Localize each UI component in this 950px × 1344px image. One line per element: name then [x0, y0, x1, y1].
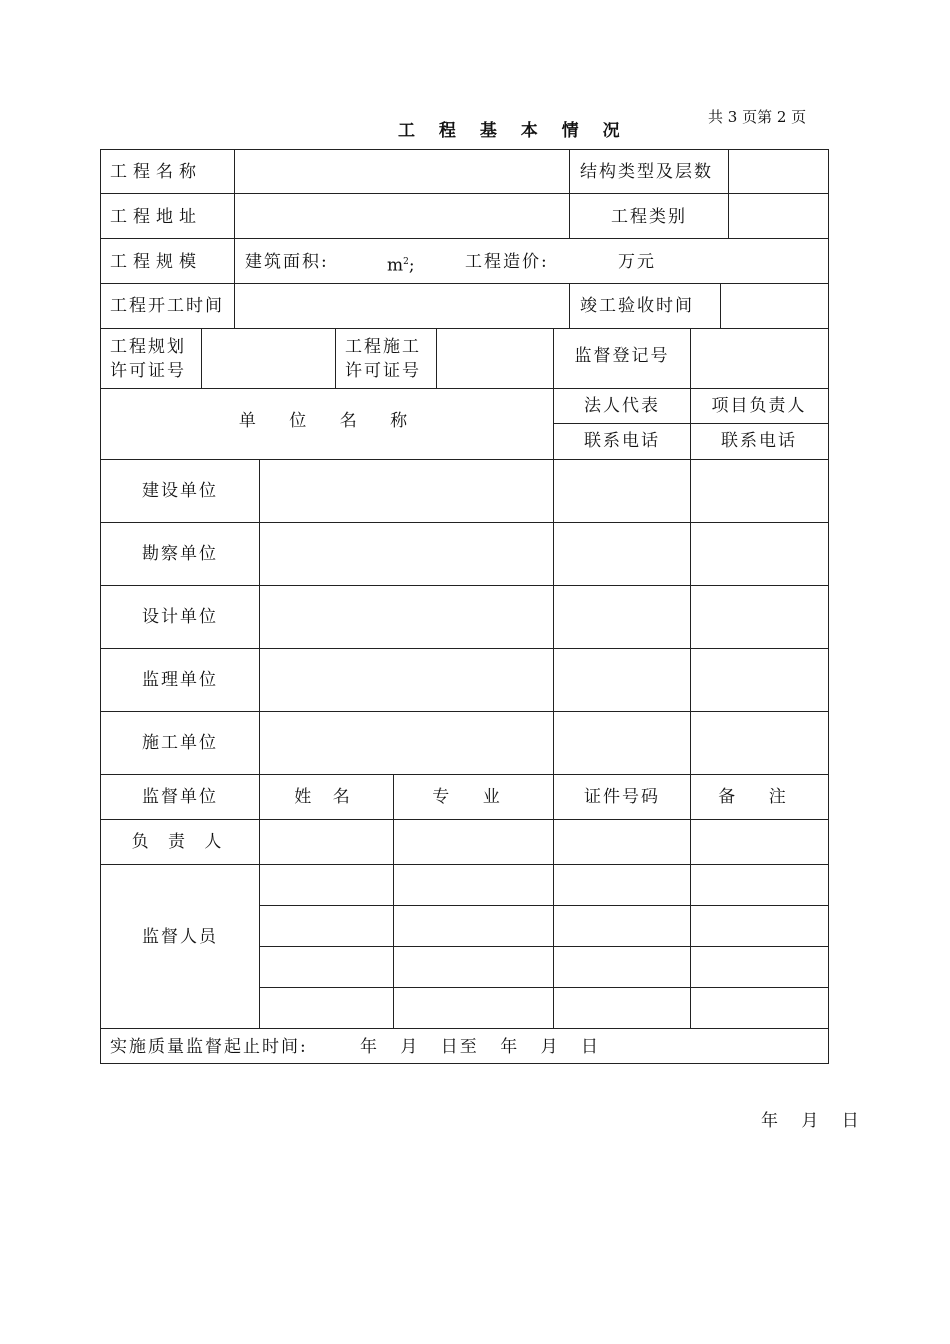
col-divider	[553, 774, 554, 1028]
col-divider	[234, 149, 235, 238]
supervisors-label: 监督人员	[142, 927, 218, 947]
table-border-right	[828, 149, 829, 1064]
construction-permit-label-line1: 工程施工	[345, 337, 421, 357]
col-divider	[690, 774, 691, 1028]
col-divider	[553, 328, 554, 388]
col-divider	[690, 459, 691, 774]
completion-date-label: 竣工验收时间	[580, 296, 694, 316]
construction-permit-label-line2: 许可证号	[345, 361, 421, 381]
col-divider	[720, 283, 721, 328]
row-divider	[100, 648, 829, 649]
form-title: 工 程 基 本 情 况	[398, 121, 629, 141]
row-divider	[100, 193, 829, 194]
start-date-label: 工程开工时间	[110, 296, 224, 316]
col-divider	[690, 388, 691, 459]
cost-unit: 万元	[618, 252, 656, 272]
unit-row-label-design: 设计单位	[142, 607, 218, 627]
row-divider	[100, 711, 829, 712]
project-category-label: 工程类别	[611, 207, 687, 227]
footer-date: 年 月 日	[761, 1111, 859, 1131]
col-divider	[259, 459, 260, 774]
row-divider	[100, 388, 829, 389]
supervision-period-value: 年 月 日至 年 月 日	[360, 1037, 601, 1057]
supervision-reg-label: 监督登记号	[574, 346, 670, 366]
row-divider-partial	[553, 423, 829, 424]
supervision-period-label: 实施质量监督起止时间:	[110, 1037, 308, 1057]
row-divider	[100, 864, 829, 865]
col-divider	[553, 388, 554, 459]
table-border-top	[100, 149, 829, 150]
col-divider	[728, 149, 729, 238]
building-area-label: 建筑面积:	[245, 252, 329, 272]
row-divider-partial	[259, 905, 829, 906]
unit-row-label-supervision: 监理单位	[142, 670, 218, 690]
col-divider	[234, 238, 235, 283]
contact-phone-header: 联系电话	[584, 431, 660, 451]
row-divider	[100, 238, 829, 239]
planning-permit-label-line1: 工程规划	[110, 337, 186, 357]
row-divider	[100, 1028, 829, 1029]
row-divider-partial	[259, 946, 829, 947]
project-address-label: 工程地址	[110, 207, 202, 227]
supervision-unit-label: 监督单位	[142, 787, 218, 807]
row-divider	[100, 522, 829, 523]
leader-label: 负 责 人	[131, 832, 229, 852]
unit-name-header: 单 位 名 称	[238, 411, 422, 431]
project-manager-header: 项目负责人	[711, 396, 807, 416]
row-divider-partial	[259, 987, 829, 988]
unit-row-label-contractor: 施工单位	[142, 733, 218, 753]
planning-permit-label-line2: 许可证号	[110, 361, 186, 381]
table-border-bottom	[100, 1063, 829, 1064]
unit-row-label-survey: 勘察单位	[142, 544, 218, 564]
major-header: 专 业	[432, 787, 514, 807]
col-divider	[335, 328, 336, 388]
table-border-left	[100, 149, 101, 1064]
col-divider	[201, 328, 202, 388]
row-divider	[100, 585, 829, 586]
contact-phone-header: 联系电话	[721, 431, 797, 451]
structure-type-label: 结构类型及层数	[580, 162, 713, 182]
legal-rep-header: 法人代表	[584, 396, 660, 416]
col-divider	[234, 283, 235, 328]
col-divider	[569, 149, 570, 238]
row-divider	[100, 819, 829, 820]
page-counter: 共 3 页第 2 页	[708, 108, 807, 126]
col-divider	[259, 774, 260, 1028]
row-divider	[100, 328, 829, 329]
unit-row-label-construction: 建设单位	[142, 481, 218, 501]
col-divider	[436, 328, 437, 388]
project-cost-label: 工程造价:	[465, 252, 549, 272]
row-divider	[100, 459, 829, 460]
col-divider	[690, 328, 691, 388]
col-divider	[569, 283, 570, 328]
project-scale-label: 工程规模	[110, 252, 202, 272]
remarks-header: 备 注	[718, 787, 800, 807]
cert-number-header: 证件号码	[584, 787, 660, 807]
col-divider	[553, 459, 554, 774]
name-header: 姓 名	[294, 787, 358, 807]
row-divider	[100, 774, 829, 775]
area-unit: $m^2$;	[387, 255, 415, 276]
col-divider	[393, 774, 394, 1028]
project-name-label: 工程名称	[110, 162, 202, 182]
